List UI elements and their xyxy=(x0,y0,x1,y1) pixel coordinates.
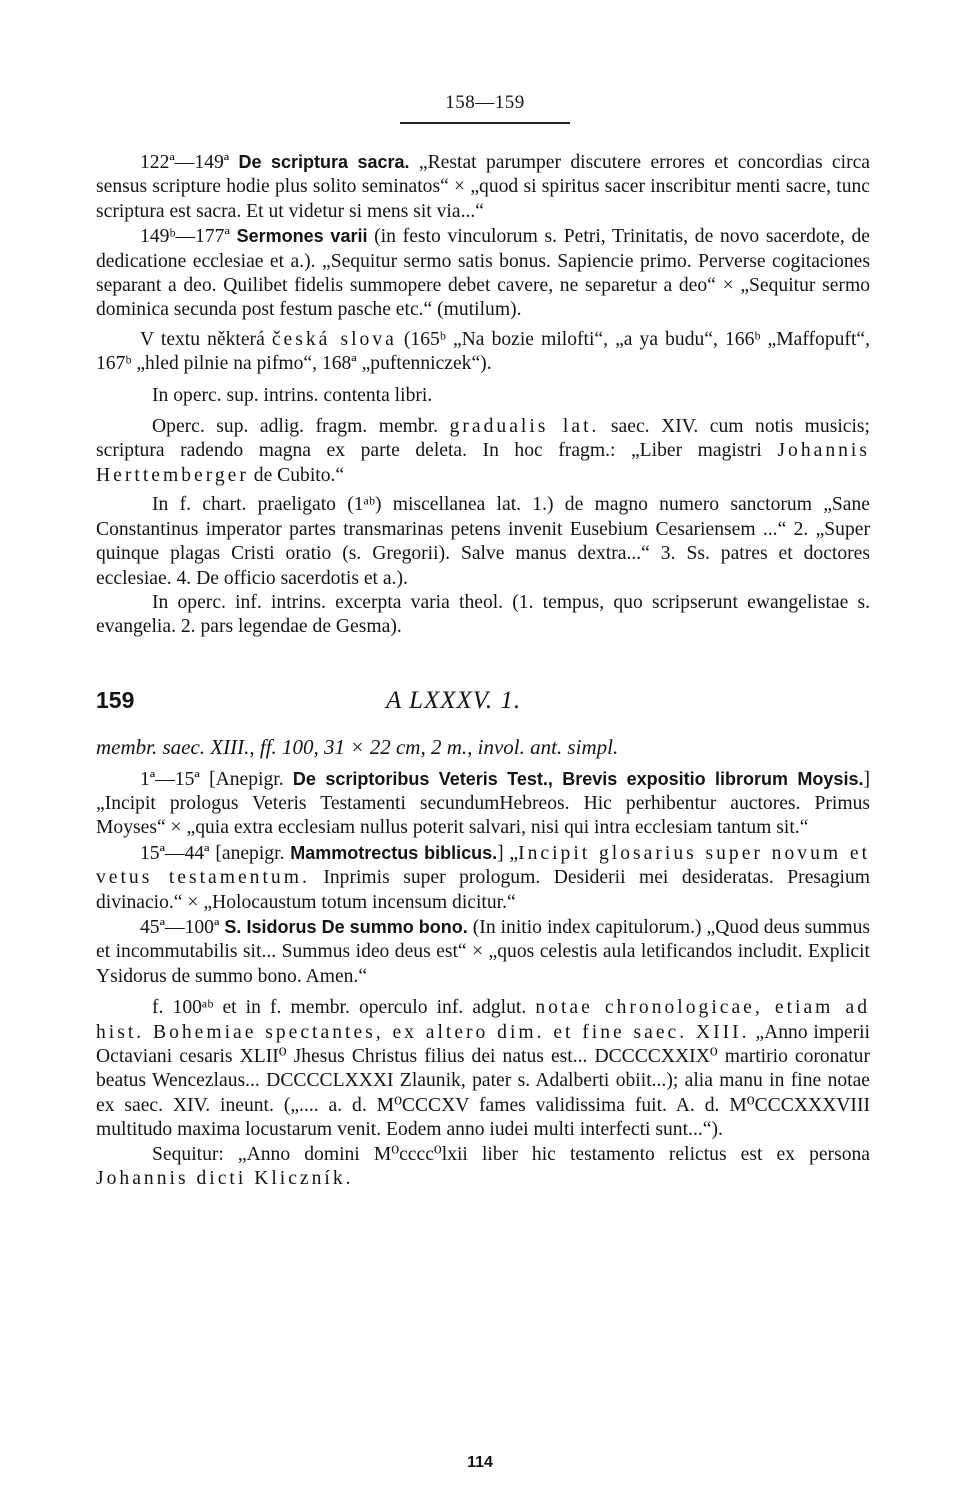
running-header: 158—159 xyxy=(400,92,570,124)
section-title: Mammotrectus biblicus. xyxy=(290,842,498,863)
note-text: saec. XIV. cum notis musicis; scriptura radendo magna ex parte deleta. In hoc fragm.: „Liber magistri xyxy=(96,416,870,462)
section-title: De scriptura sacra. xyxy=(238,152,410,172)
note-text: (165ᵇ „Na bozie milofti“, „a ya budu“, 166ᵇ „Maffopuft“, 167ᵇ „hled pilnie na pifmo“, 168ª „puftenniczek“). xyxy=(96,328,870,375)
spaced-name: Johannis dicti Kliczník. xyxy=(96,1168,354,1190)
folio-range: 149ᵇ—177ª xyxy=(140,226,230,248)
section-text: (in festo vinculorum s. Petri, Trinitatis, de novo sacerdote, de dedicatione ecclesiae et a.). „Sequitur sermo satis bonus. Sapiencie primo. Perverse cogitaciones separant a deo. Quilibet fidelis summopere debet cavere, ne separetur a deo“ × „Sequitur sermo dominica secunda post festum pasche etc.“ (mutilum). xyxy=(96,226,870,321)
note-text: Sequitur: „Anno domini M⁰cccc⁰lxii liber hic testamento relictus est ex persona xyxy=(152,1143,870,1165)
folio-range: 1ª—15ª xyxy=(140,768,200,790)
entry-158-section-1 xyxy=(96,150,870,224)
folio-range: 45ª—100ª xyxy=(140,916,220,938)
cover-note-1: In operc. sup. intrins. contenta libri. xyxy=(152,384,433,406)
section-title: Sermones varii xyxy=(236,226,368,247)
excerpta-note: In operc. inf. intrins. excerpta varia theol. (1. tempus, quo scripserunt ewangelistae s. evangelia. 2. pars legendae de Gesma). xyxy=(96,591,870,638)
czech-words-note xyxy=(96,328,870,377)
entry-159-section-1 xyxy=(96,767,870,841)
section-title: S. Isidorus De summo bono. xyxy=(224,916,468,937)
section-text: [anepigr. xyxy=(209,842,291,864)
spaced-text: gradualis lat. xyxy=(449,416,600,438)
entry-158-section-2 xyxy=(96,224,870,323)
physical-description: membr. saec. XIII., ff. 100, 31 × 22 cm, 2 m., invol. ant. simpl. xyxy=(96,735,619,760)
section-text: „Restat parumper discutere errores et concordias circa sensus scripture hodie plus solito seminatos“ × „quod si spiritus sacer inscribitur menti sacre, tunc scriptura est sacra. Et ut videtur si mens sit via...“ xyxy=(96,152,870,222)
spaced-text: notae chronologicae, etiam ad hist. Bohemiae spectantes, ex altero dim. et fine saec. XIII. xyxy=(96,997,870,1043)
spaced-text: Incipit glosarius super novum et vetus testamentum. xyxy=(96,842,871,889)
miscellanea-note: In f. chart. praeligato (1ᵃᵇ) miscellanea lat. 1.) de magno numero sanctorum „Sane Constantinus imperator partes transmarinas petens invenit Eusebium Cesariensem ...“ 2. „Super quinque plagas Cristi oratio (s. Gregorii). Salve manus dextra...“ 3. Ss. patres et doctores ecclesiae. 4. De officio sacerdotis et a.). xyxy=(96,494,870,589)
section-text: ] „Incipit prologus Veteris Testamenti secundumHebreos. Hic perhibentur auctores. Primus Moyses“ × „quia extra ecclesiam nullus poterit salvari, nisi qui intra ecclesiam tantum sit.“ xyxy=(96,768,870,839)
provenance-note xyxy=(96,1143,870,1192)
spaced-name: Johannis Herttemberger xyxy=(96,440,870,486)
spaced-text: česká slova xyxy=(271,328,397,350)
section-text: Inprimis super prologum. Desiderii mei desideratas. Presagium divinacio.“ × „Holocaustum totum incensum dicitur.“ xyxy=(96,867,870,913)
entry-159-heading xyxy=(96,688,870,713)
page-number: 114 xyxy=(467,1454,493,1471)
section-text: ] „ xyxy=(497,842,519,864)
note-text: f. 100ᵃᵇ et in f. membr. operculo inf. adglut. xyxy=(152,997,536,1019)
note-text: Operc. sup. adlig. fragm. membr. xyxy=(152,416,450,438)
shelfmark: A LXXXV. 1. xyxy=(386,686,522,714)
catalogue-content xyxy=(96,150,870,1191)
chronological-notes xyxy=(96,996,870,1142)
section-text: [Anepigr. xyxy=(199,768,293,790)
folio-range: 122ª—149ª xyxy=(140,152,230,173)
entry-159-section-3 xyxy=(96,915,870,989)
folio-range: 15ª—44ª xyxy=(140,842,210,864)
section-text: (In initio index capitulorum.) „Quod deus summus et incommutabilis sit... Summus ideo deus est“ × „quos celestis aula letificandos includit. Explicit Ysidorus de summo bono. Amen.“ xyxy=(96,916,871,987)
cover-note-2 xyxy=(96,415,870,488)
note-text: V textu některá xyxy=(140,328,272,350)
note-text: de Cubito.“ xyxy=(248,464,345,486)
entry-159-section-2 xyxy=(96,841,870,915)
note-text: „Anno imperii Octaviani cesaris XLII⁰ Jhesus Christus filius dei natus est... DCCCCXXIX⁰ martirio coronatur beatus Wencezlaus... DCCCCLXXXI Zlaunik, pater s. Adalberti obiit...); alia manu in fine notae ex saec. XIV. ineunt. („.... a. d. M⁰CCCXV fames validissima fuit. A. d. M⁰CCCXXXVIII multitudo maxima locustarum venit. Eodem anno iudei multi interfecti sunt...“). xyxy=(96,1021,871,1141)
entry-number: 159 xyxy=(96,686,135,713)
section-title: De scriptoribus Veteris Test., Brevis expositio librorum Moysis. xyxy=(292,768,864,789)
